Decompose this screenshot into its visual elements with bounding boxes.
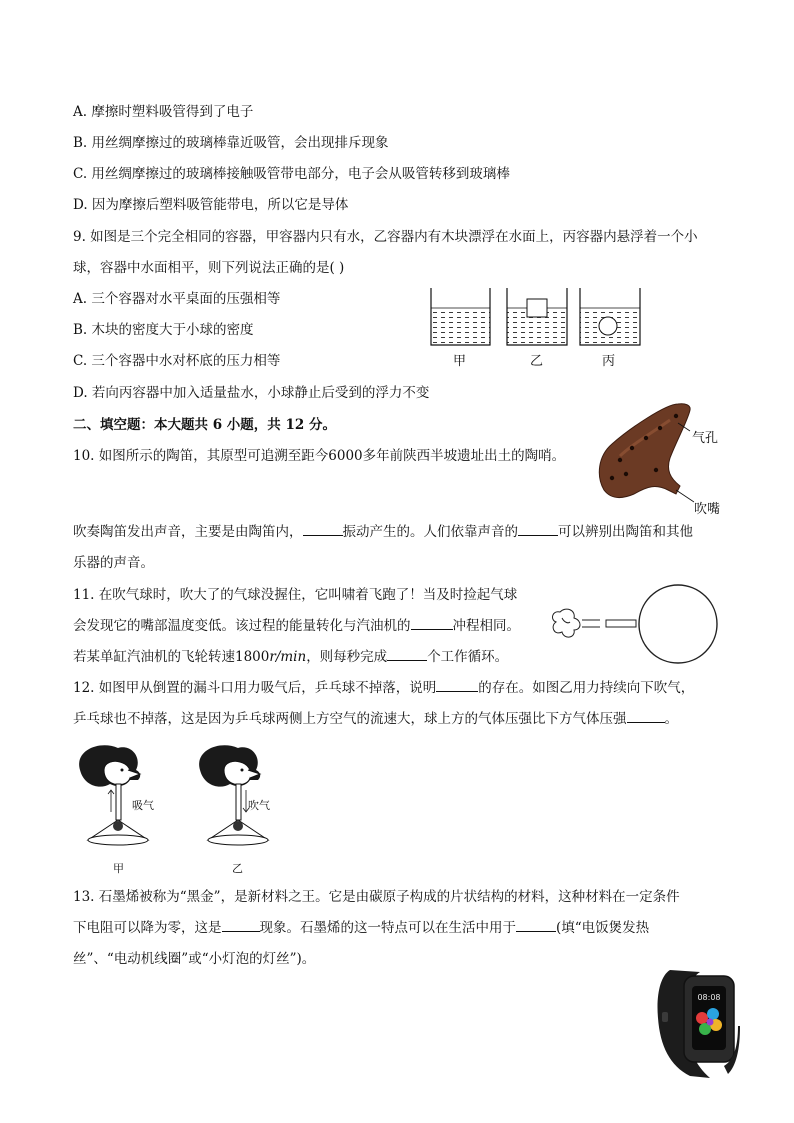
q8-option-b: B. 用丝绸摩擦过的玻璃棒靠近吸管，会出现排斥现象: [73, 135, 389, 151]
tube-blow: [236, 784, 241, 820]
q10-blank2[interactable]: [518, 523, 558, 536]
q13-blank2[interactable]: [516, 919, 556, 932]
q9-option-a: A. 三个容器对水平桌面的压强相等: [73, 291, 281, 307]
label-jia: 甲: [453, 354, 467, 369]
q10-line2-a: 吹奏陶笛发出声音，主要是由陶笛内，: [73, 524, 303, 540]
q12-line1-a: 12. 如图甲从倒置的漏斗口用力吸气后，乒乓球不掉落，说明: [73, 680, 437, 696]
label-suck: 吸气: [132, 799, 154, 812]
container-jia: [431, 288, 490, 345]
q8-option-a: A. 摩擦时塑料吸管得到了电子: [73, 104, 254, 120]
q12-line2-b: 。: [664, 711, 678, 727]
caption-jia: 甲: [113, 862, 124, 875]
smart-band-image: [640, 966, 750, 1080]
q10-line3: 乐器的声音。: [73, 555, 154, 571]
q9-stem-line2: 球，容器中水面相平，则下列说法正确的是( ): [73, 260, 345, 276]
balloon-neck: [606, 620, 636, 627]
container-bing: [580, 288, 640, 345]
q8-option-c: C. 用丝绸摩擦过的玻璃棒接触吸管带电部分，电子会从吸管转移到玻璃棒: [73, 166, 510, 182]
q11-line3: [73, 648, 508, 666]
q11-line3-a: 若某单缸汽油机的飞轮转速1800: [73, 649, 270, 665]
label-blow: 吹气: [248, 799, 270, 812]
q11-line3-c: 个工作循环。: [427, 649, 509, 665]
label-yi: 乙: [530, 354, 544, 369]
person-blow: [199, 745, 268, 845]
label-bing: 丙: [602, 354, 616, 369]
small-ball: [599, 317, 617, 335]
q13-line2-a: 下电阻可以降为零，这是: [73, 920, 222, 936]
ocarina-hole-label: 气孔: [692, 431, 719, 446]
ball-jia: [113, 821, 123, 831]
q10-line1: 10. 如图所示的陶笛，其原型可追溯至距今6000多年前陕西半坡遗址出土的陶哨。: [73, 448, 566, 464]
q12-blank2[interactable]: [627, 710, 665, 723]
balloon: [639, 585, 717, 663]
q11-unit: r/min: [269, 649, 307, 665]
q9-option-c: C. 三个容器中水对杯底的压力相等: [73, 353, 281, 369]
q13-line2-c: (填“电饭煲发热: [556, 920, 650, 936]
balloon-figure: [548, 584, 724, 668]
q12-line2: [73, 710, 678, 728]
q13-line3: 丝”、“电动机线圈”或“小灯泡的灯丝”)。: [73, 951, 316, 967]
q10-line2-b: 振动产生的。人们依靠声音的: [342, 524, 518, 540]
person-suck: [79, 745, 148, 845]
q12-line1-b: 的存在。如图乙用力持续向下吹气，: [478, 680, 695, 696]
air-puff-icon: [553, 609, 580, 637]
q11-line3-b: ，则每秒完成: [306, 649, 388, 665]
q11-line2-b: 冲程相同。: [452, 618, 520, 634]
q10-line2-c: 可以辨别出陶笛和其他: [558, 524, 693, 540]
q13-line2-b: 现象。石墨烯的这一特点可以在生活中用于: [259, 920, 516, 936]
q9-containers-figure: [424, 285, 646, 347]
q10-blank1[interactable]: [303, 523, 343, 536]
q12-blank1[interactable]: [436, 679, 478, 692]
q9-stem-line1: 9. 如图是三个完全相同的容器，甲容器内只有水，乙容器内有木块漂浮在水面上，丙容器内悬浮着一个小: [73, 229, 698, 245]
container-yi: [507, 288, 567, 345]
q9-option-b: B. 木块的密度大于小球的密度: [73, 322, 254, 338]
section2-title: 二、填空题：本大题共 6 小题，共 12 分。: [73, 417, 336, 433]
q9-option-d: D. 若向丙容器中加入适量盐水，小球静止后受到的浮力不变: [73, 385, 430, 401]
q11-line2-a: 会发现它的嘴部温度变低。该过程的能量转化与汽油机的: [73, 618, 411, 634]
caption-yi: 乙: [232, 862, 243, 875]
q11-blank2[interactable]: [387, 648, 427, 661]
q10-line2: [73, 523, 693, 541]
tube-suck: [116, 784, 121, 820]
q12-line1: [73, 679, 694, 697]
q8-option-d: D. 因为摩擦后塑料吸管能带电，所以它是导体: [73, 197, 349, 213]
ball-yi: [233, 821, 243, 831]
ocarina-figure: [590, 398, 730, 514]
q13-line1: 13. 石墨烯被称为“黑金”，是新材料之王。它是由碳原子构成的片状结构的材料，这种材料在一定条件: [73, 889, 680, 905]
wood-block: [527, 299, 547, 317]
q11-line2: [73, 617, 520, 635]
q13-blank1[interactable]: [222, 919, 260, 932]
q11-blank1[interactable]: [411, 617, 453, 630]
q13-line2: [73, 919, 649, 937]
q11-line1: 11. 在吹气球时，吹大了的气球没握住，它叫啸着飞跑了！当及时捡起气球: [73, 587, 518, 603]
band-time: 08:08: [697, 993, 721, 1002]
q12-line2-a: 乒乓球也不掉落，这是因为乒乓球两侧上方空气的流速大，球上方的气体压强比下方气体压强: [73, 711, 627, 727]
ocarina-mouthpiece-label: 吹嘴: [694, 502, 721, 517]
